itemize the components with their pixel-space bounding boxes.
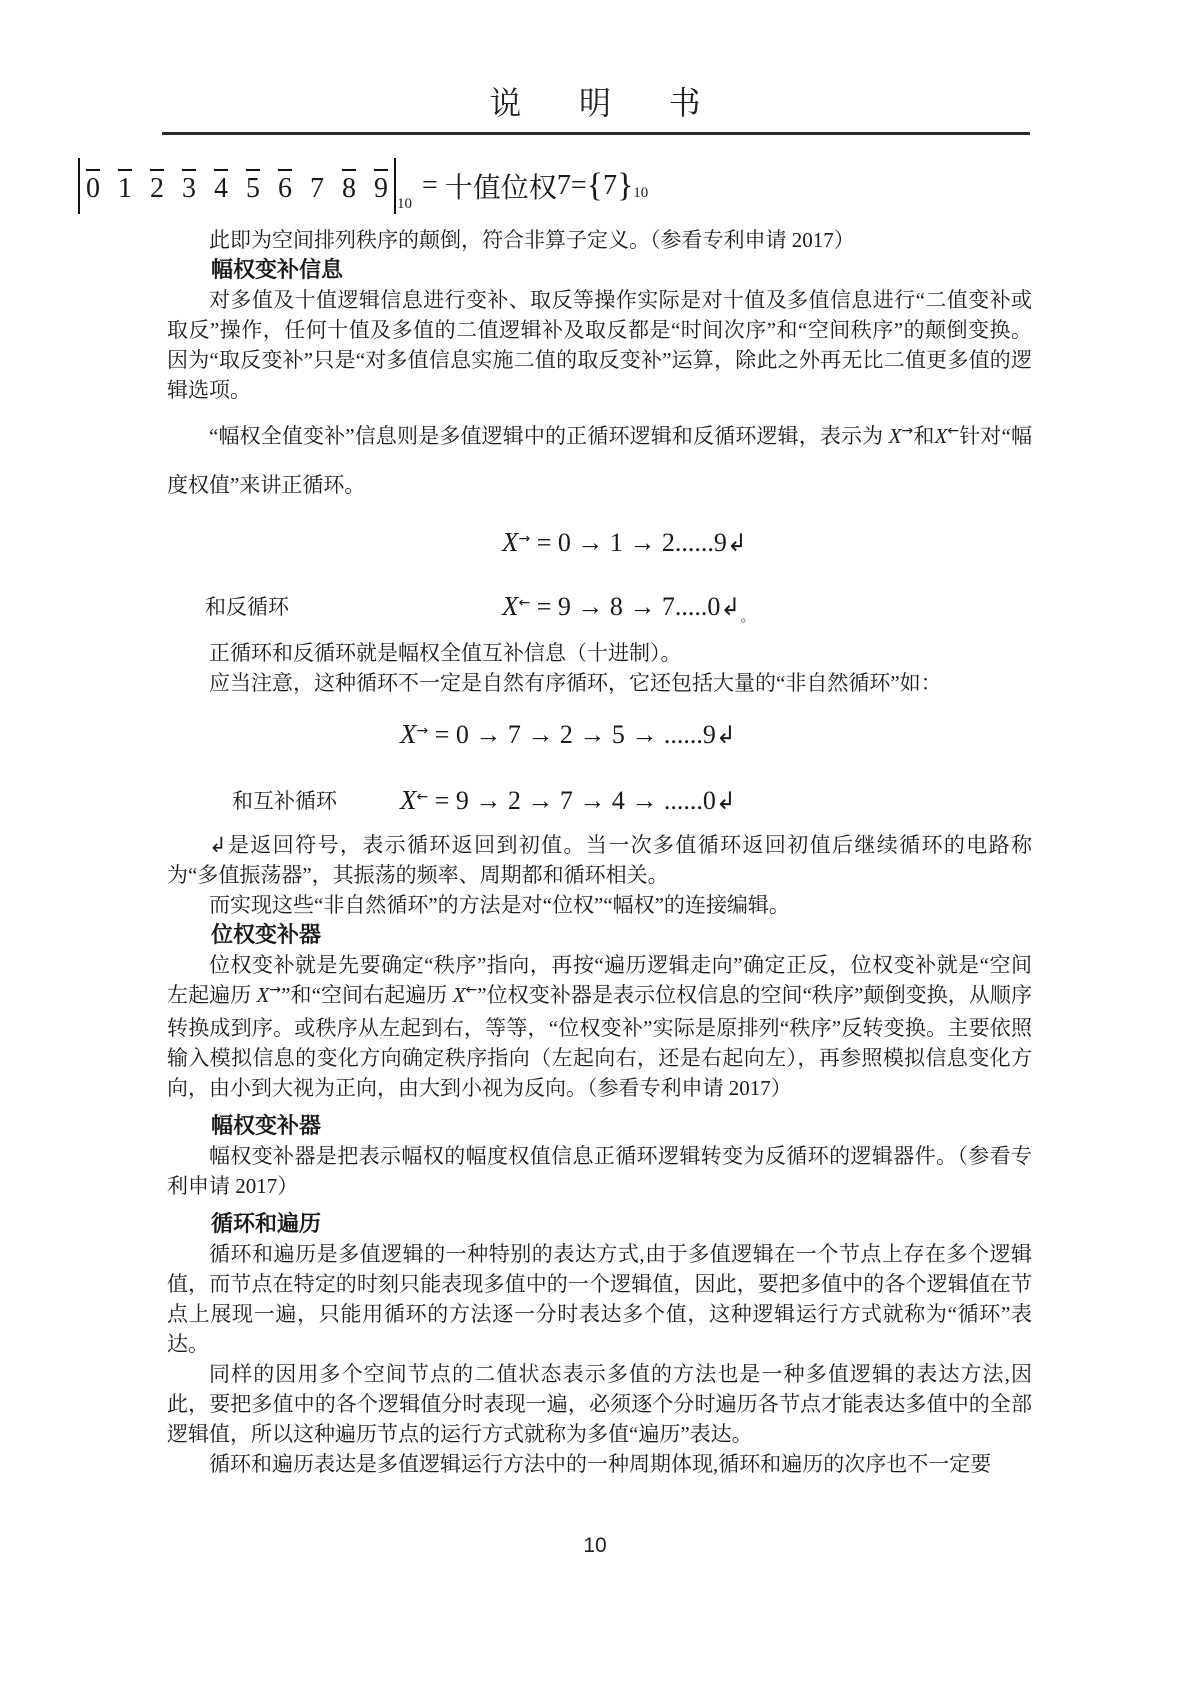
digit-5-overline: 5 xyxy=(246,169,260,203)
f-rev-sup-arrow: ← xyxy=(518,595,531,612)
p8-text-1: 位权变补就是先要确定“秩序”指向，再按“遍历逻辑走向”确定正反，位权变补就是“空间左起遍历 xyxy=(167,953,1032,1007)
paragraph-weiquan-bianbu xyxy=(167,950,1032,1103)
formula-forward-cycle xyxy=(167,524,1032,560)
f-rev-x: X xyxy=(502,591,519,621)
f-fwd-sup-arrow: → xyxy=(518,531,531,548)
body-content xyxy=(167,225,1032,1479)
paragraph-bianbu-quqian: 对多值及十值逻辑信息进行变补、取反等操作实际是对十值及多值信息进行“二值变补或取反”操作，任何十值及多值的二值逻辑补及取反都是“时间次序”和“空间秩序”的颠倒变换。因为“取反变补”只是“对多值信息实施二值的取反变补”运算，除此之外再无比二值更多值的逻辑选项。 xyxy=(167,288,1032,402)
p3-x-forward: X xyxy=(888,424,902,448)
heading-fuquan-bianbuqi: 幅权变补器 xyxy=(211,1113,322,1138)
heading-weiquan-bianbuqi: 位权变补器 xyxy=(211,922,322,947)
p3-conjunction: 和 xyxy=(913,424,935,448)
digit-9-overline: 9 xyxy=(374,169,388,203)
paragraph-return-symbol xyxy=(167,830,1032,890)
paragraph-complement-info: 正循环和反循环就是幅权全值互补信息（十进制）。 xyxy=(209,641,682,665)
paragraph-connection-edit: 而实现这些“非自然循环”的方法是对“位权”“幅权”的连接编辑。 xyxy=(209,893,790,917)
digit-6-overline: 6 xyxy=(278,169,292,203)
p3-text-before: “幅权全值变补”信息则是多值逻辑中的正循环逻辑和反循环逻辑，表示为 xyxy=(209,424,889,448)
formula-reverse-cycle-expr xyxy=(502,588,756,635)
weight-label: 十值位权 xyxy=(444,173,557,204)
formula-complement-cycle xyxy=(167,782,1032,818)
f-rev2-x: X xyxy=(400,785,417,815)
heading-xunhuan-bianli: 循环和遍历 xyxy=(211,1211,322,1236)
p8-text-3: ”位权变补器是表示位权信息的空间“秩序”颠倒变换，从顺序转换成到序。或秩序从左起到右，等等，“位权变补”实际是原排列“秩序”反转变换。主要依照输入模拟信息的变化方向确定秩序指向（左起向右，还是右起向左），再参照模拟信息变化方向，由小到大视为正向，由大到小视为反向。（参看专利申请 2017） xyxy=(167,983,1032,1100)
set-subscript: 10 xyxy=(633,185,649,201)
f-fwd-return-icon: ↲ xyxy=(726,529,748,557)
digit-4-overline: 4 xyxy=(214,169,228,203)
p8-text-2: ”和“空间右起遍历 xyxy=(281,983,453,1007)
digit-sequence xyxy=(80,169,394,203)
paragraph-period-expression: 循环和遍历表达是多值逻辑运行方法中的一种周期体现,循环和遍历的次序也不一定要 xyxy=(209,1452,992,1476)
brace-close: } xyxy=(616,167,634,204)
p8-x-forward: X xyxy=(256,983,270,1007)
f-rev2-sequence: = 9 → 2 → 7 → 4 → ......0 xyxy=(428,786,716,815)
equals-sign: = xyxy=(422,170,438,201)
right-vertical-bar xyxy=(394,158,396,214)
paragraph-nonoperator: 此即为空间排列秩序的颠倒，符合非算子定义。（参看专利申请 2017） xyxy=(209,228,855,252)
p3-backward-arrow: ← xyxy=(947,423,960,440)
f-fwd2-x: X xyxy=(400,719,417,749)
formula-forward-cycle-expr xyxy=(502,524,747,565)
p3-forward-arrow: → xyxy=(901,423,914,440)
f-fwd-x: X xyxy=(502,527,519,557)
digit-3-overline: 3 xyxy=(182,169,196,203)
digit-0-overline: 0 xyxy=(86,169,100,203)
decimal-weight-formula xyxy=(78,157,1190,215)
weight-value: 7 xyxy=(556,170,571,201)
set-value: 7 xyxy=(602,170,617,201)
p8-forward-arrow: → xyxy=(269,982,282,999)
f-fwd2-sequence: = 0 → 7 → 2 → 5 → ......9 xyxy=(428,720,716,749)
digit-7-plain: 7 xyxy=(310,173,324,204)
formula-nonnatural-forward xyxy=(167,716,1032,752)
return-symbol-text: 是返回符号，表示循环返回到初值。当一次多值循环返回初值后继续循环的电路称为“多值振荡器”，其振荡的频率、周期都和循环相关。 xyxy=(167,833,1032,887)
digit-1-overline: 1 xyxy=(118,169,132,203)
equals-sign-2: = xyxy=(570,170,587,201)
formula-complement-cycle-expr xyxy=(400,782,736,823)
complement-cycle-label: 和互补循环 xyxy=(232,789,337,813)
f-fwd2-return-icon: ↲ xyxy=(715,721,737,749)
f-rev-period: 。 xyxy=(740,609,756,625)
f-rev-return-icon: ↲ xyxy=(720,593,741,621)
p8-x-backward: X xyxy=(452,983,466,1007)
p8-backward-arrow: ← xyxy=(465,982,478,999)
paragraph-nonnatural-note: 应当注意，这种循环不一定是自然有序循环，它还包括大量的“非自然循环”如： xyxy=(209,671,942,695)
paragraph-fuquan-quanzhi xyxy=(167,413,1032,508)
f-rev-sequence: = 9 → 8 → 7.....0 xyxy=(530,592,721,621)
reverse-cycle-label: 和反循环 xyxy=(205,595,289,619)
f-rev2-sup-arrow: ← xyxy=(416,789,429,806)
document-title: 说明书 xyxy=(489,85,759,121)
paragraph-cycle-expression: 循环和遍历是多值逻辑的一种特别的表达方式,由于多值逻辑在一个节点上存在多个逻辑值，而节点在特定的时刻只能表现多值中的一个逻辑值，因此，要把多值中的各个逻辑值在节点上展现一遍，只能用循环的方法逐一分时表达多个值，这种逻辑运行方式就称为“循环”表达。 xyxy=(167,1242,1032,1356)
formula-rhs xyxy=(422,166,648,206)
f-fwd2-sup-arrow: → xyxy=(416,723,429,740)
digit-8-overline: 8 xyxy=(342,169,356,203)
formula-nonnatural-forward-expr xyxy=(400,716,736,757)
paragraph-fuquan-device: 幅权变补器是把表示幅权的幅度权值信息正循环逻辑转变为反循环的逻辑器件。（参看专利申请 2017） xyxy=(167,1144,1032,1198)
title-divider xyxy=(162,132,1030,135)
f-fwd-sequence: = 0 → 1 → 2......9 xyxy=(530,528,727,557)
radix-subscript: 10 xyxy=(397,196,412,212)
heading-fuquan-bianbu-xinxi: 幅权变补信息 xyxy=(211,257,344,282)
brace-open: { xyxy=(586,167,603,204)
p3-x-backward: X xyxy=(934,424,948,448)
digit-2-overline: 2 xyxy=(150,169,164,203)
paragraph-traversal-expression: 同样的因用多个空间节点的二值状态表示多值的方法也是一种多值逻辑的表达方法,因此，要把多值中的各个逻辑值分时表现一遍，必须逐个分时遍历各节点才能表达多值中的全部逻辑值，所以这种遍历节点的运行方式就称为多值“遍历”表达。 xyxy=(167,1362,1032,1446)
formula-reverse-cycle xyxy=(167,588,1032,624)
return-symbol-glyph: ↲ xyxy=(209,833,227,857)
p3-text-after: 针对“幅度权值”来讲正循环。 xyxy=(167,424,1033,497)
page-number: 10 xyxy=(583,1534,607,1557)
f-rev2-return-icon: ↲ xyxy=(715,787,737,815)
